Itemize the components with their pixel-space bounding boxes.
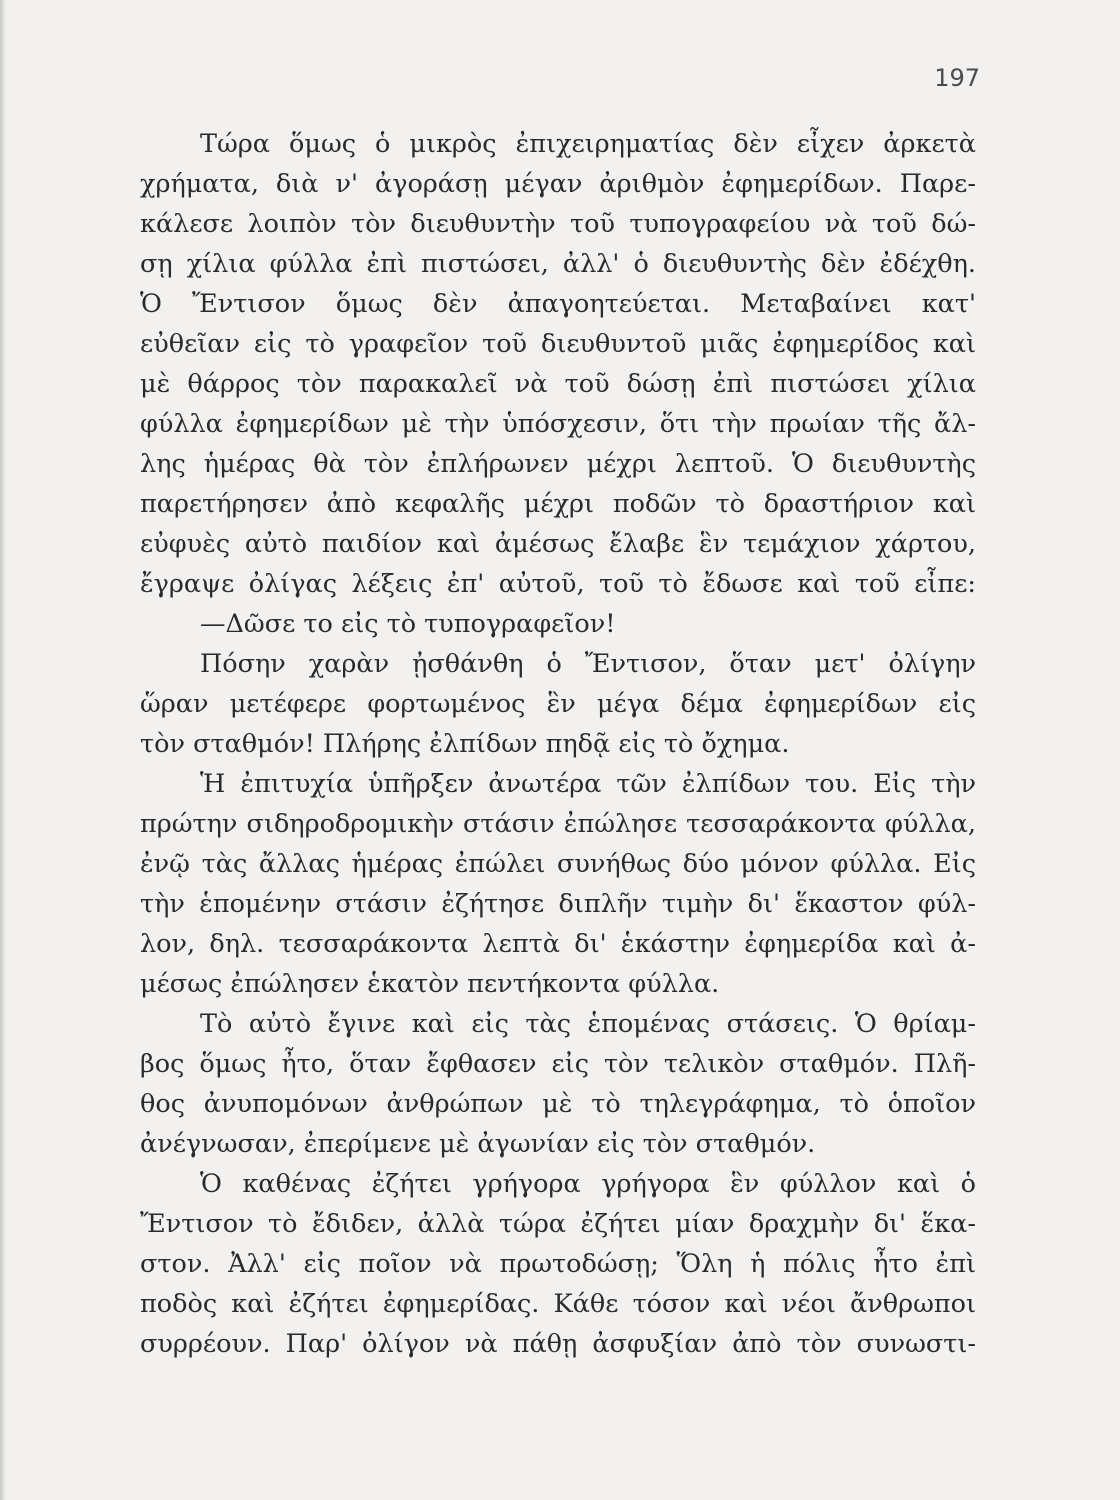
page-left-edge-shadow <box>0 0 6 1500</box>
text-line: θος ἀνυπομόνων ἀνθρώπων μὲ τὸ τηλεγράφημα, τὸ ὁποῖον <box>140 1089 976 1119</box>
text-line: μὲ θάρρος τὸν παρακαλεῖ νὰ τοῦ δώσῃ ἐπὶ πιστώσει χίλια <box>140 369 976 399</box>
text-line: εὐφυὲς αὐτὸ παιδίον καὶ ἀμέσως ἔλαβε ἓν τεμάχιον χάρτου, <box>140 529 976 559</box>
text-line: σῃ χίλια φύλλα ἐπὶ πιστώσει, ἀλλ' ὁ διευθυντὴς δὲν ἐδέχθη. <box>140 249 976 279</box>
text-line: ἐνῷ τὰς ἄλλας ἡμέρας ἐπώλει συνήθως δύο μόνον φύλλα. Εἰς <box>140 849 976 879</box>
text-line: κάλεσε λοιπὸν τὸν διευθυντὴν τοῦ τυπογραφείου νὰ τοῦ δώ- <box>140 209 976 239</box>
text-line: Τώρα ὅμως ὁ μικρὸς ἐπιχειρηματίας δὲν εἶχεν ἀρκετὰ <box>200 129 976 159</box>
text-line: παρετήρησεν ἀπὸ κεφαλῆς μέχρι ποδῶν τὸ δραστήριον καὶ <box>140 489 976 519</box>
text-line: Πόσην χαρὰν ᾐσθάνθη ὁ Ἔντισον, ὅταν μετ' ὀλίγην <box>200 649 976 679</box>
text-line: εὐθεῖαν εἰς τὸ γραφεῖον τοῦ διευθυντοῦ μιᾶς ἐφημερίδος καὶ <box>140 329 976 359</box>
page-number: 197 <box>934 64 980 92</box>
text-line: ἀνέγνωσαν, ἐπερίμενε μὲ ἀγωνίαν εἰς τὸν σταθμόν. <box>140 1129 816 1159</box>
text-line: Ἡ ἐπιτυχία ὑπῆρξεν ἀνωτέρα τῶν ἐλπίδων του. Εἰς τὴν <box>200 769 976 799</box>
text-line: ποδὸς καὶ ἐζήτει ἐφημερίδας. Κάθε τόσον καὶ νέοι ἄνθρωποι <box>140 1289 976 1319</box>
text-line: πρώτην σιδηροδρομικὴν στάσιν ἐπώλησε τεσσαράκοντα φύλλα, <box>140 809 976 839</box>
text-line: Ἔντισον τὸ ἔδιδεν, ἀλλὰ τώρα ἐζήτει μίαν δραχμὴν δι' ἕκα- <box>140 1209 976 1239</box>
text-line: βος ὅμως ἦτο, ὅταν ἔφθασεν εἰς τὸν τελικὸν σταθμόν. Πλῆ- <box>140 1049 976 1079</box>
text-line: μέσως ἐπώλησεν ἑκατὸν πεντήκοντα φύλλα. <box>140 969 720 999</box>
text-line: στον. Ἀλλ' εἰς ποῖον νὰ πρωτοδώσῃ; Ὅλη ἡ πόλις ἦτο ἐπὶ <box>140 1249 976 1279</box>
text-line: φύλλα ἐφημερίδων μὲ τὴν ὑπόσχεσιν, ὅτι τὴν πρωίαν τῆς ἄλ- <box>140 409 976 439</box>
text-line: Τὸ αὐτὸ ἔγινε καὶ εἰς τὰς ἑπομένας στάσεις. Ὁ θρίαμ- <box>200 1009 976 1039</box>
text-line: λης ἡμέρας θὰ τὸν ἐπλήρωνεν μέχρι λεπτοῦ. Ὁ διευθυντὴς <box>140 449 976 479</box>
text-line: τὸν σταθμόν! Πλήρης ἐλπίδων πηδᾷ εἰς τὸ ὄχημα. <box>140 729 790 759</box>
text-line: τὴν ἑπομένην στάσιν ἐζήτησε διπλῆν τιμὴν δι' ἕκαστον φύλ- <box>140 889 976 919</box>
text-line: Ὁ Ἔντισον ὅμως δὲν ἀπαγοητεύεται. Μεταβαίνει κατ' <box>140 289 976 319</box>
text-line: συρρέουν. Παρ' ὀλίγον νὰ πάθῃ ἀσφυξίαν ἀπὸ τὸν συνωστι- <box>140 1329 976 1359</box>
text-line: ὥραν μετέφερε φορτωμένος ἓν μέγα δέμα ἐφημερίδων εἰς <box>140 689 976 719</box>
text-line: ἔγραψε ὀλίγας λέξεις ἐπ' αὐτοῦ, τοῦ τὸ ἔδωσε καὶ τοῦ εἶπε: <box>140 569 976 599</box>
text-line: χρήματα, διὰ ν' ἀγοράσῃ μέγαν ἀριθμὸν ἐφημερίδων. Παρε- <box>140 169 976 199</box>
text-line: —Δῶσε το εἰς τὸ τυπογραφεῖον! <box>200 609 616 639</box>
body-text <box>140 124 976 1364</box>
text-line: λον, δηλ. τεσσαράκοντα λεπτὰ δι' ἑκάστην ἐφημερίδα καὶ ἀ- <box>140 929 976 959</box>
text-line: Ὁ καθένας ἐζήτει γρήγορα γρήγορα ἓν φύλλον καὶ ὁ <box>200 1169 976 1199</box>
